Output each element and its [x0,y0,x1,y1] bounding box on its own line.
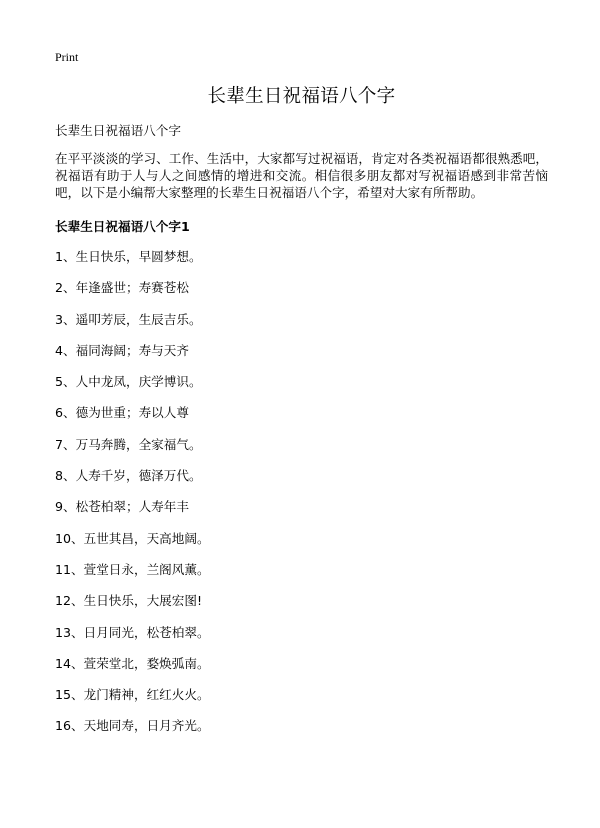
list-item: 16、天地同寿，日月齐光。 [55,718,210,734]
print-link[interactable]: Print [55,50,79,64]
document-title: 长辈生日祝福语八个字 [207,86,396,107]
list-item: 10、五世其昌，天高地阔。 [55,530,210,546]
list-item: 12、生日快乐，大展宏图! [55,593,203,609]
list-item: 5、人中龙凤，庆学博识。 [55,374,202,390]
list-item: 4、福同海阔；寿与天齐 [55,342,189,358]
list-item: 7、万马奔腾，全家福气。 [55,436,202,452]
list-item: 2、年逢盛世；寿赛苍松 [55,280,189,296]
section-heading: 长辈生日祝福语八个字1 [55,219,190,234]
list-item: 3、遥叩芳辰，生辰吉乐。 [55,311,202,327]
wish-list [55,249,548,734]
document-subtitle: 长辈生日祝福语八个字 [55,123,181,138]
intro-paragraph: 在平平淡淡的学习、工作、生活中，大家都写过祝福语，肯定对各类祝福语都很熟悉吧，祝福语有助于人与人之间感情的增进和交流。相信很多朋友都对写祝福语感到非常苦恼吧，以下是小编帮大家整理的长辈生日祝福语八个字，希望对大家有所帮助。 [55,151,548,200]
list-item: 13、日月同光，松苍柏翠。 [55,624,210,640]
list-item: 9、松苍柏翠；人寿年丰 [55,499,189,515]
list-item: 15、龙门精神，红红火火。 [55,687,210,703]
list-item: 6、德为世重；寿以人尊 [55,405,189,421]
list-item: 14、萱荣堂北，婺焕弧南。 [55,655,210,671]
list-item: 1、生日快乐，早圆梦想。 [55,249,202,264]
list-item: 11、萱堂日永，兰阁风薰。 [55,561,210,577]
list-item: 8、人寿千岁，德泽万代。 [55,468,202,484]
